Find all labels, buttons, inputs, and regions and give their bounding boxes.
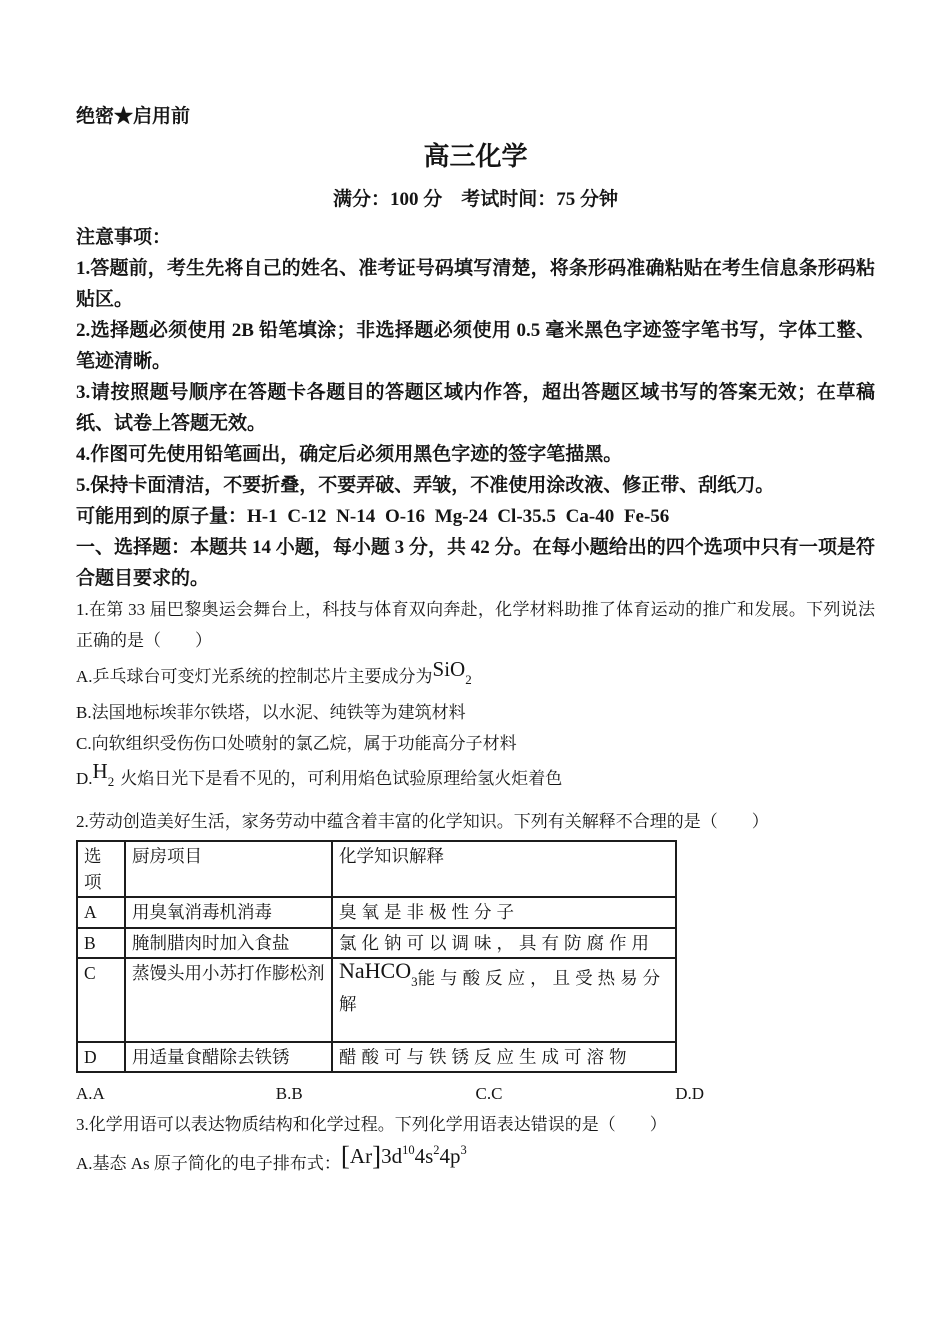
table-cell-explanation: 臭氧是非极性分子 bbox=[332, 897, 676, 928]
atomic-masses-line: 可能用到的原子量：H-1 C-12 N-14 O-16 Mg-24 Cl-35.5 Ca-40 Fe-56 bbox=[76, 506, 670, 527]
table-cell-item: 用适量食醋除去铁锈 bbox=[125, 1042, 332, 1072]
table-cell-option: B bbox=[77, 928, 125, 958]
table-cell-option: C bbox=[77, 958, 125, 1042]
table-header-row bbox=[77, 841, 676, 897]
answer-choice-c: C.C bbox=[475, 1084, 503, 1103]
option-d-text: 火焰日光下是看不见的，可利用焰色试验原理给氢火炬着色 bbox=[120, 769, 563, 788]
orbital-base: 4p bbox=[439, 1144, 461, 1168]
formula-nahco3 bbox=[339, 958, 418, 989]
table-cell-item: 蒸馒头用小苏打作膨松剂 bbox=[125, 958, 332, 1042]
option-a-text: A.乒乓球台可变灯光系统的控制芯片主要成分为 bbox=[76, 667, 433, 686]
security-classification: 绝密★启用前 bbox=[76, 106, 191, 127]
orbital-base: 4s bbox=[414, 1144, 434, 1168]
exam-meta: 满分：100 分 考试时间：75 分钟 bbox=[332, 189, 618, 210]
question-3-option-a bbox=[76, 1143, 875, 1179]
formula-subscript: 2 bbox=[107, 774, 115, 789]
table-cell-explanation: 醋酸可与铁锈反应生成可溶物 bbox=[332, 1042, 676, 1072]
question-1-option-c: C.向软组织受伤伤口处喷射的氯乙烷，属于功能高分子材料 bbox=[76, 734, 517, 753]
formula-subscript: 2 bbox=[465, 672, 472, 687]
orbital-superscript: 2 bbox=[433, 1143, 440, 1157]
table-header-item: 厨房项目 bbox=[125, 841, 332, 897]
formula-electron-config bbox=[340, 1141, 467, 1171]
table-cell-explanation bbox=[332, 958, 676, 1042]
section-1-heading: 一、选择题：本题共 14 小题，每小题 3 分，共 42 分。在每小题给出的四个选项中只有一项是符合题目要求的。 bbox=[76, 537, 875, 589]
table-cell-option: A bbox=[77, 897, 125, 928]
table-header-option: 选项 bbox=[77, 841, 125, 897]
orbital-base: 3d bbox=[381, 1144, 403, 1168]
question-1-option-d bbox=[76, 761, 875, 794]
table-cell-explanation: 氯化钠可以调味，具有防腐作用 bbox=[332, 928, 676, 958]
question-1-option-a bbox=[76, 659, 875, 692]
table-cell-item: 腌制腊肉时加入食盐 bbox=[125, 928, 332, 958]
formula-base: H bbox=[92, 759, 108, 783]
table-header-explanation: 化学知识解释 bbox=[332, 841, 676, 897]
formula-base: NaHCO bbox=[339, 958, 412, 983]
answer-choice-b: B.B bbox=[275, 1084, 303, 1103]
notice-item-2: 2.选择题必须使用 2B 铅笔填涂；非选择题必须使用 0.5 毫米黑色字迹签字笔书写，字体工整、笔迹清晰。 bbox=[76, 320, 875, 372]
notice-item-4: 4.作图可先使用铅笔画出，确定后必须用黑色字迹的签字笔描黑。 bbox=[76, 444, 623, 465]
question-3-stem: 3.化学用语可以表达物质结构和化学过程。下列化学用语表达错误的是（ ） bbox=[76, 1115, 667, 1134]
table-row-b bbox=[77, 928, 676, 958]
option-a-text: A.基态 As 原子简化的电子排布式： bbox=[76, 1154, 341, 1173]
table-row-c bbox=[77, 958, 676, 1042]
question-1-option-b: B.法国地标埃菲尔铁塔，以水泥、纯铁等为建筑材料 bbox=[76, 703, 466, 722]
close-bracket: ] bbox=[372, 1141, 382, 1171]
notice-heading: 注意事项： bbox=[76, 227, 172, 248]
formula-base: SiO bbox=[432, 657, 466, 681]
notice-item-5: 5.保持卡面清洁，不要折叠，不要弄破、弄皱，不准使用涂改液、修正带、刮纸刀。 bbox=[76, 475, 775, 496]
orbital-superscript: 10 bbox=[402, 1143, 415, 1157]
question-2-answer-choices bbox=[76, 1078, 875, 1109]
notice-item-3: 3.请按照题号顺序在答题卡各题目的答题区域内作答，超出答题区域书写的答案无效；在草稿纸、试卷上答题无效。 bbox=[76, 382, 875, 434]
answer-choice-d: D.D bbox=[675, 1084, 705, 1103]
table-cell-item: 用臭氧消毒机消毒 bbox=[125, 897, 332, 928]
question-2-table bbox=[76, 840, 677, 1073]
noble-gas-core: Ar bbox=[349, 1144, 373, 1168]
answer-choice-a: A.A bbox=[76, 1084, 105, 1103]
notice-section bbox=[76, 222, 875, 532]
paper-title: 高三化学 bbox=[423, 142, 528, 171]
formula-subscript: 3 bbox=[411, 974, 418, 989]
table-row-d bbox=[77, 1042, 676, 1072]
question-1-stem: 1.在第 33 届巴黎奥运会舞台上，科技与体育双向奔赴，化学材料助推了体育运动的推广和发展。下列说法正确的是（ ） bbox=[76, 600, 875, 650]
notice-item-1: 1.答题前，考生先将自己的姓名、准考证号码填写清楚，将条形码准确粘贴在考生信息条形码粘贴区。 bbox=[76, 258, 875, 310]
option-d-prefix: D. bbox=[76, 769, 93, 788]
formula-h2 bbox=[92, 759, 115, 789]
table-cell-text: 能与酸反应，且受热易分解 bbox=[339, 968, 666, 1014]
table-row-a bbox=[77, 897, 676, 928]
table-cell-option: D bbox=[77, 1042, 125, 1072]
open-bracket: [ bbox=[340, 1141, 350, 1171]
orbital-superscript: 3 bbox=[460, 1143, 467, 1157]
question-2-stem: 2.劳动创造美好生活，家务劳动中蕴含着丰富的化学知识。下列有关解释不合理的是（ ） bbox=[76, 812, 769, 831]
formula-sio2 bbox=[432, 657, 472, 687]
